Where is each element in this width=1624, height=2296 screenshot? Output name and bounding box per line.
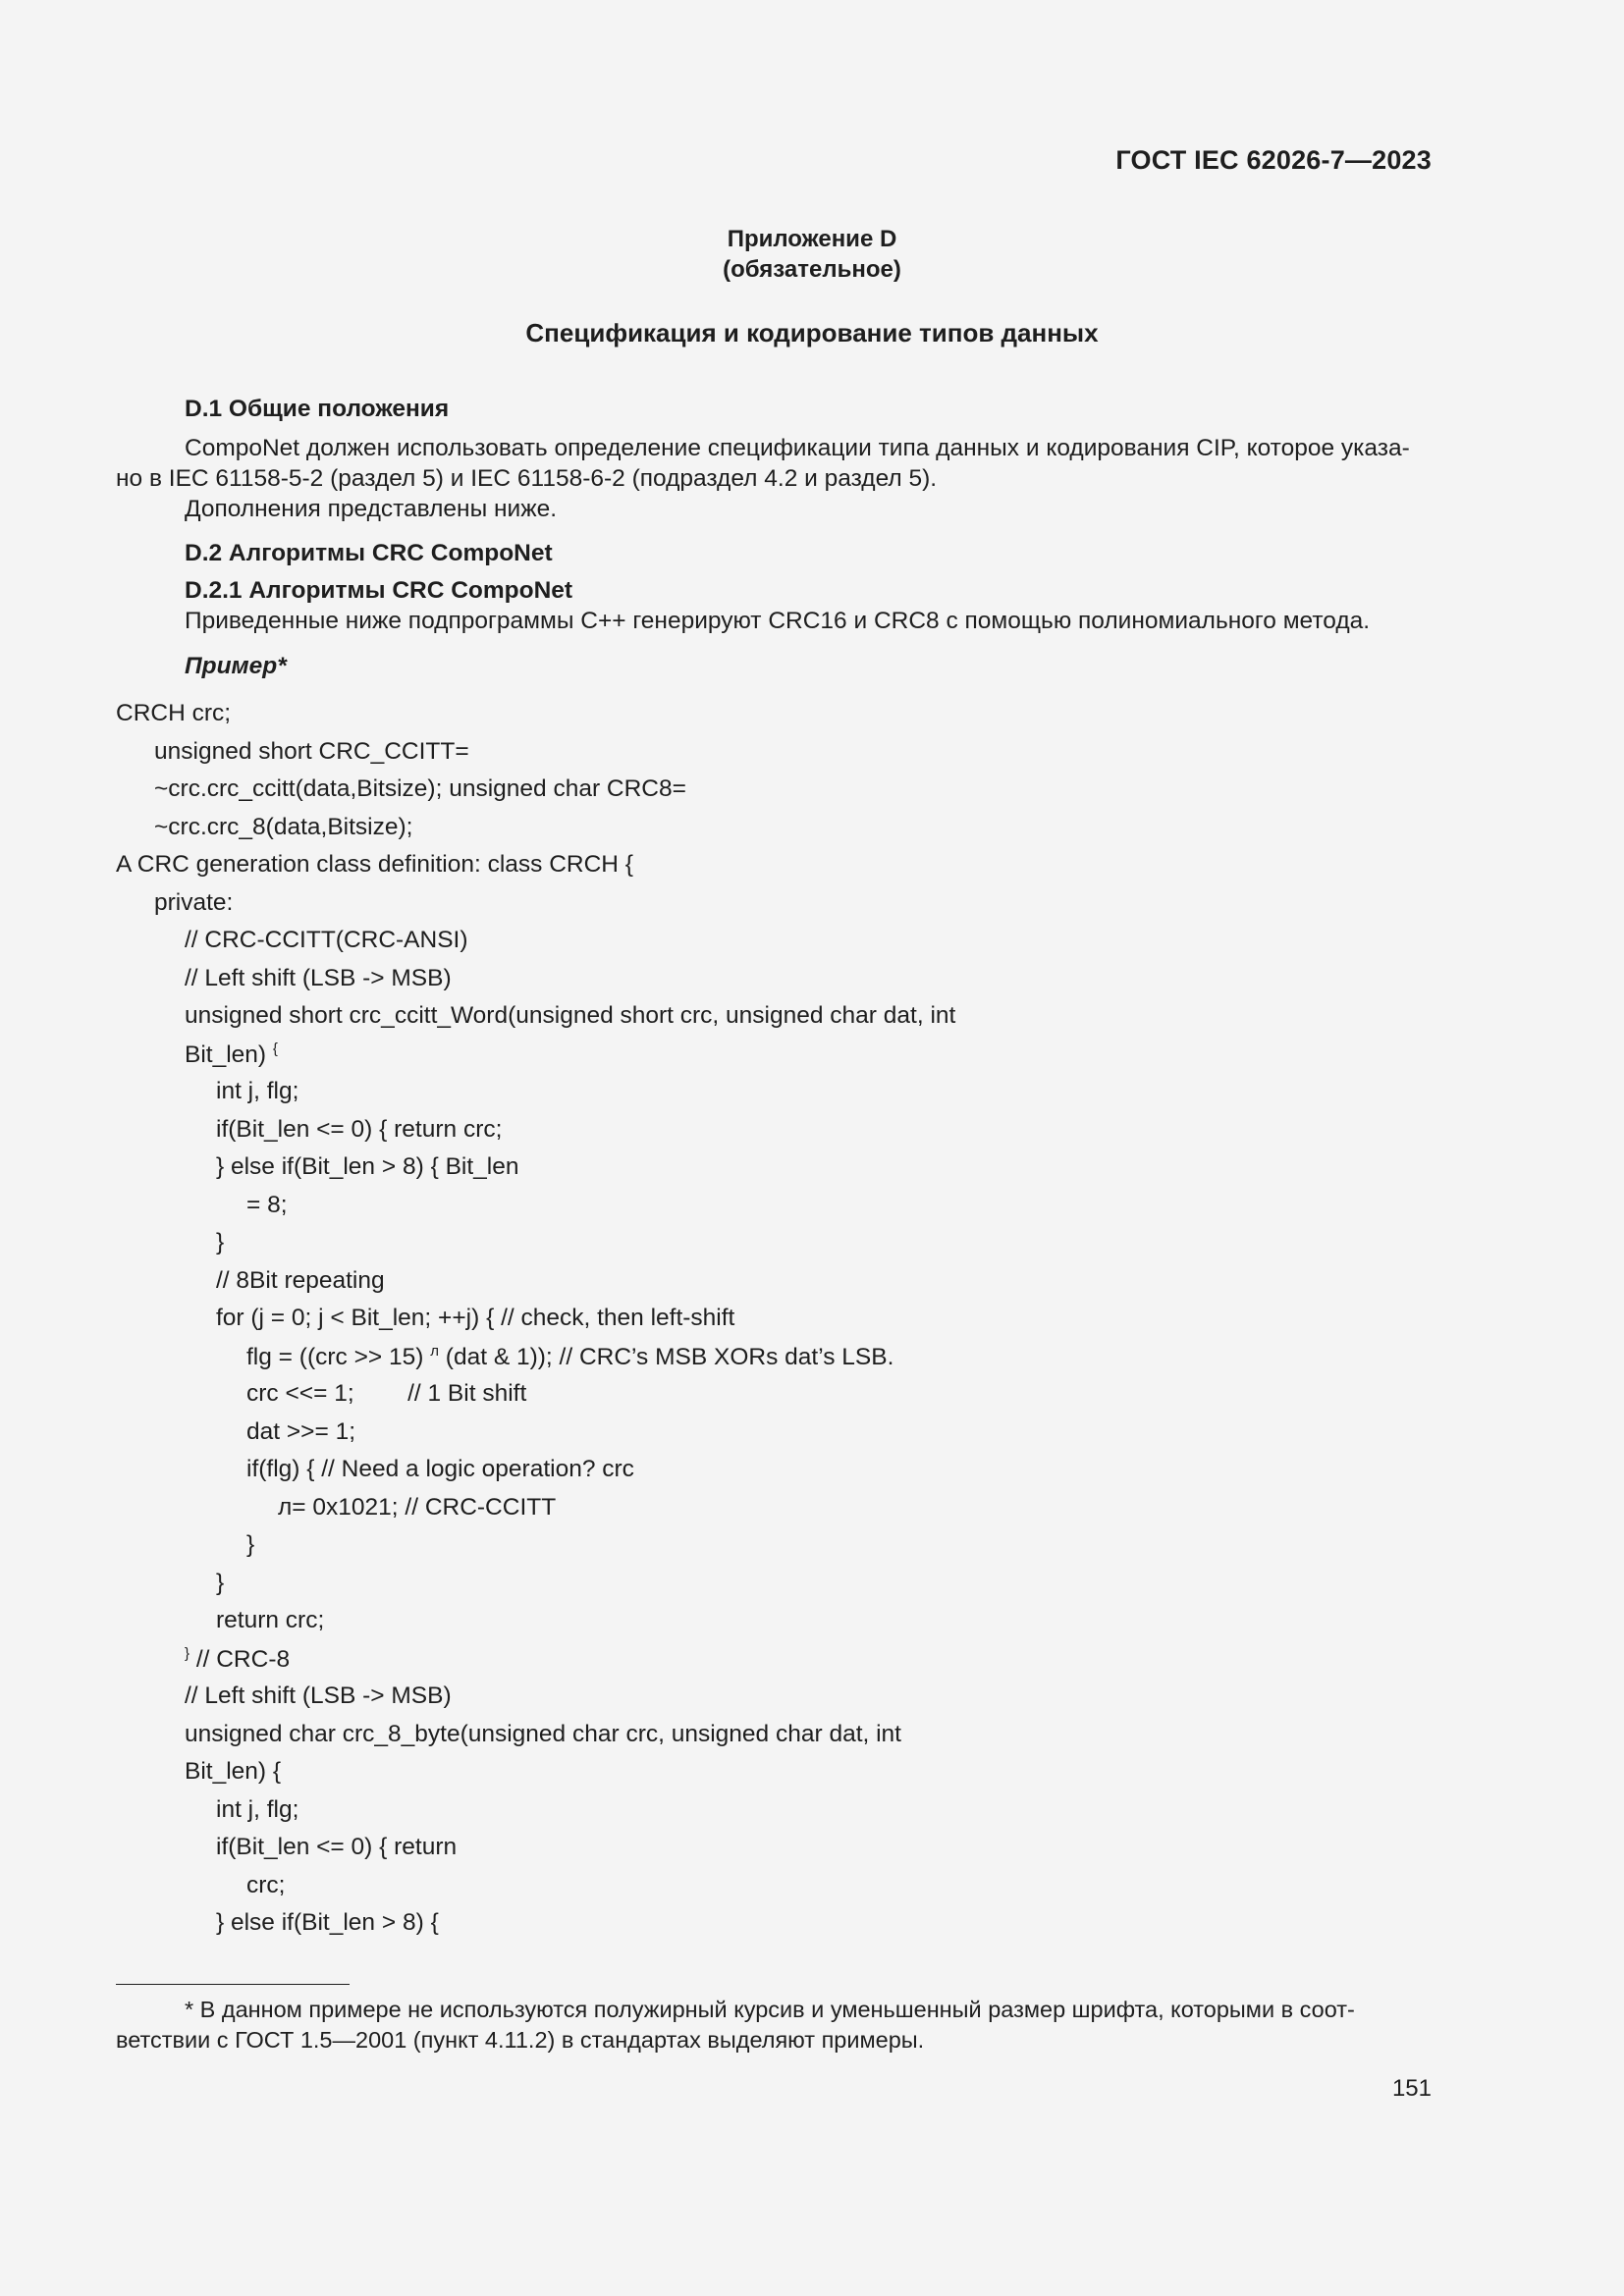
footnote-line2: ветствии с ГОСТ 1.5—2001 (пункт 4.11.2) в стандартах выделяют примеры. — [116, 2027, 925, 2053]
code-line: dat >>= 1; — [246, 1418, 356, 1445]
code-text: flg = ((crc >> 15) — [246, 1344, 431, 1370]
d1-paragraph1-line1: CompoNet должен использовать определение спецификации типа данных и кодирования CIP, которое указа- — [185, 435, 1410, 461]
code-line: CRCH crc; — [116, 700, 232, 726]
code-line: return crc; — [216, 1607, 325, 1633]
code-line: л= 0x1021; // CRC-CCITT — [278, 1494, 557, 1521]
code-line: ~crc.crc_ccitt(data,Bitsize); unsigned char CRC8= — [154, 775, 686, 802]
d2-1-paragraph: Приведенные ниже подпрограммы C++ генерируют CRC16 и CRC8 с помощью полиномиального метода. — [185, 608, 1371, 634]
code-line: } else if(Bit_len > 8) { Bit_len — [216, 1153, 519, 1180]
code-line: if(flg) { // Need a logic operation? crc — [246, 1456, 634, 1482]
code-line: } — [246, 1531, 255, 1558]
code-line: unsigned short crc_ccitt_Word(unsigned short crc, unsigned char dat, int — [185, 1002, 956, 1029]
code-line: // Left shift (LSB -> MSB) — [185, 965, 452, 991]
code-line: if(Bit_len <= 0) { return — [216, 1834, 458, 1860]
code-line: Bit_len) { — [185, 1758, 282, 1785]
code-line — [185, 1041, 278, 1069]
page-number: 151 — [1391, 2075, 1432, 2102]
code-line: } — [216, 1229, 225, 1255]
code-brace-small: } — [185, 1645, 190, 1662]
code-line — [185, 1645, 290, 1674]
code-text: (dat & 1)); // CRC’s MSB XORs dat’s LSB. — [439, 1344, 894, 1370]
code-line: // Left shift (LSB -> MSB) — [185, 1682, 452, 1709]
section-heading-d2: D.2 Алгоритмы CRC CompoNet — [185, 540, 553, 566]
code-line: } — [216, 1570, 225, 1596]
code-line: int j, flg; — [216, 1078, 299, 1104]
annex-name: Спецификация и кодирование типов данных — [525, 318, 1099, 347]
code-line: unsigned short CRC_CCITT= — [154, 738, 469, 765]
annex-status: (обязательное) — [723, 256, 901, 283]
code-line: crc <<= 1; // 1 Bit shift — [246, 1380, 527, 1407]
code-line: // CRC-CCITT(CRC-ANSI) — [185, 927, 468, 953]
code-line: A CRC generation class definition: class CRCH { — [116, 851, 633, 878]
code-xor-symbol: л — [430, 1343, 439, 1360]
code-line: private: — [154, 889, 234, 916]
code-line: for (j = 0; j < Bit_len; ++j) { // check, then left-shift — [216, 1305, 735, 1331]
code-line: unsigned char crc_8_byte(unsigned char crc, unsigned char dat, int — [185, 1721, 901, 1747]
code-line: if(Bit_len <= 0) { return crc; — [216, 1116, 503, 1143]
annex-title: Приложение D — [727, 226, 897, 252]
code-line: } else if(Bit_len > 8) { — [216, 1909, 439, 1936]
code-line: // 8Bit repeating — [216, 1267, 385, 1294]
footnote-line1: * В данном примере не используются полужирный курсив и уменьшенный размер шрифта, которыми в соот- — [185, 1997, 1355, 2022]
code-line: = 8; — [246, 1192, 288, 1218]
code-line — [246, 1343, 893, 1371]
code-line: crc; — [246, 1872, 286, 1898]
code-line: int j, flg; — [216, 1796, 299, 1823]
code-brace-small: { — [272, 1041, 278, 1057]
d1-paragraph2: Дополнения представлены ниже. — [185, 496, 558, 522]
d1-paragraph1-line2: но в IEC 61158-5-2 (раздел 5) и IEC 61158-6-2 (подраздел 4.2 и раздел 5). — [116, 465, 938, 492]
footnote-separator — [116, 1984, 350, 1985]
example-label: Пример* — [185, 653, 287, 679]
code-line: ~crc.crc_8(data,Bitsize); — [154, 814, 413, 840]
code-text: // CRC-8 — [189, 1646, 291, 1673]
section-heading-d2-1: D.2.1 Алгоритмы CRC CompoNet — [185, 577, 573, 604]
section-heading-d1: D.1 Общие положения — [185, 396, 450, 422]
code-text: Bit_len) — [185, 1041, 273, 1068]
standard-id-header: ГОСТ IEC 62026-7—2023 — [1115, 145, 1432, 175]
